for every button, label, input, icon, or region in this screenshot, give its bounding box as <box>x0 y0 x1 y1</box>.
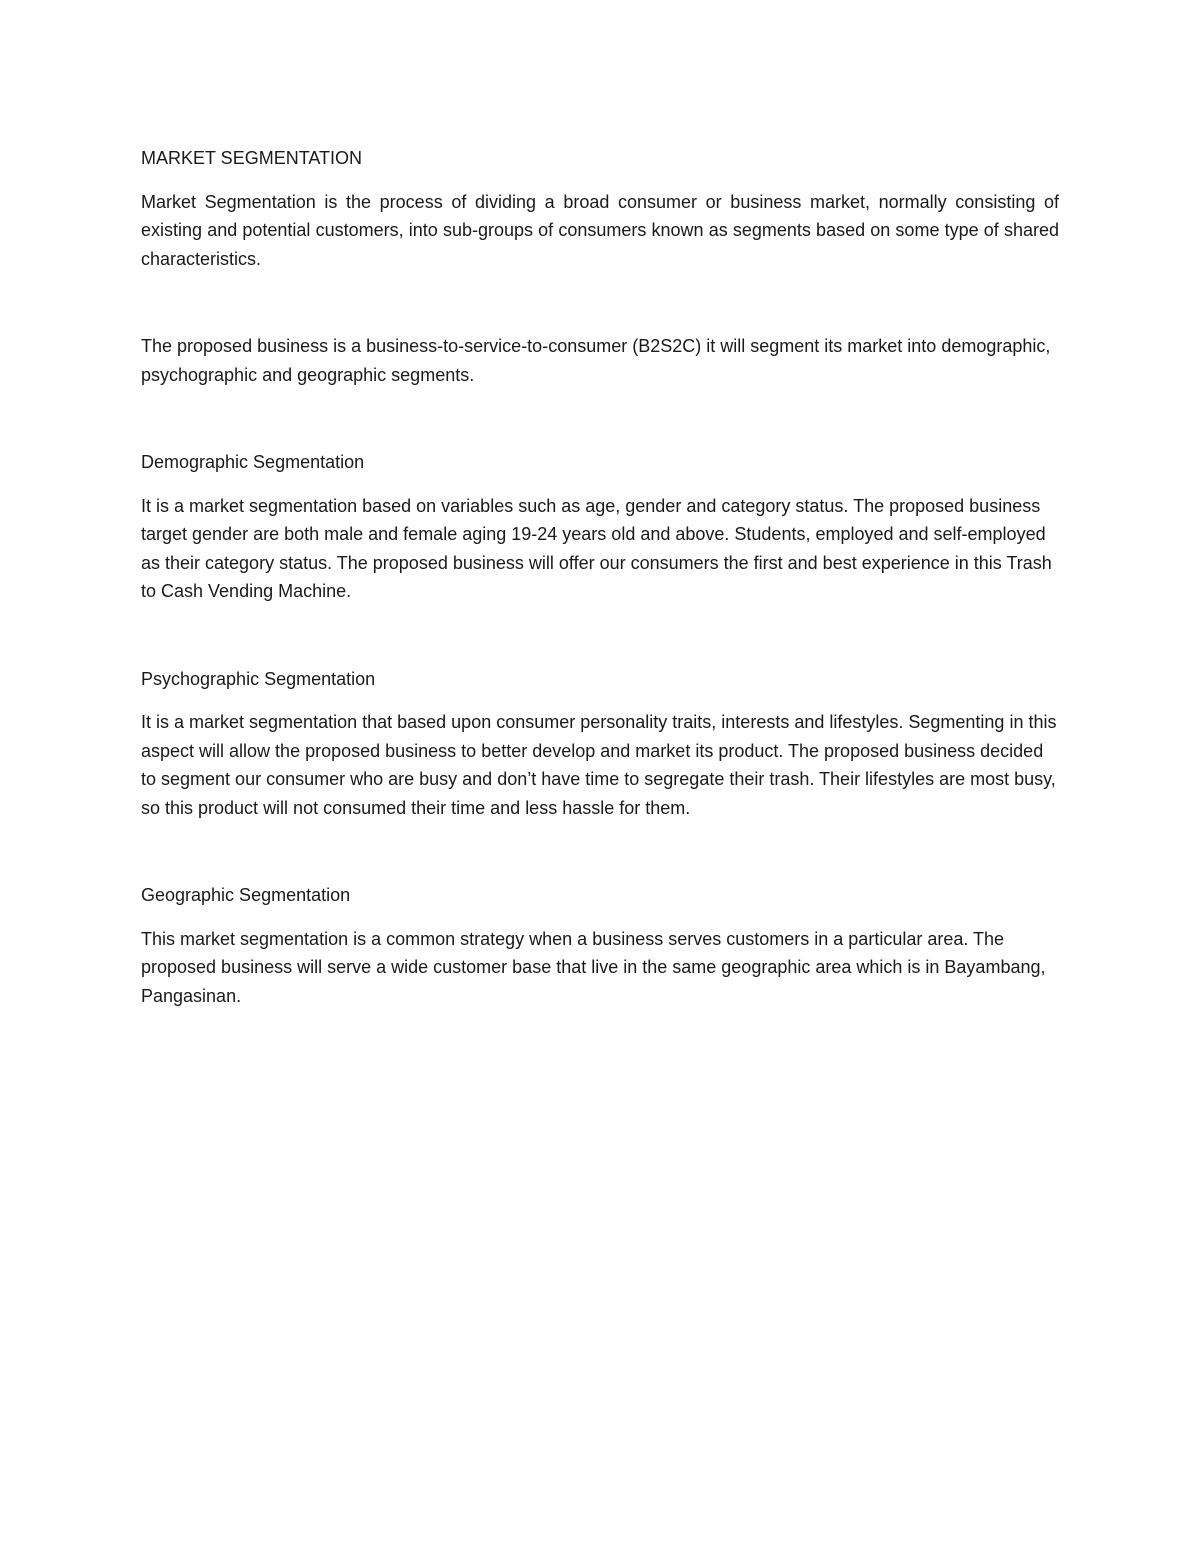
section-heading-geographic: Geographic Segmentation <box>141 885 351 905</box>
document-body <box>141 144 1059 1010</box>
section-body-geographic: This market segmentation is a common strategy when a business serves customers in a particular area. The proposed business will serve a wide customer base that live in the same geographic area which is in Bayambang, Pangasinan. <box>141 928 1046 1006</box>
spacer <box>141 606 1059 665</box>
section-heading-demographic: Demographic Segmentation <box>141 452 365 472</box>
intro-paragraph: Market Segmentation is the process of dividing a broad consumer or business market, normally consisting of existing and potential customers, into sub-groups of consumers known as segments based on some type of shared characteristics. <box>141 191 1059 269</box>
section-heading-psychographic: Psychographic Segmentation <box>141 668 376 689</box>
section-body-psychographic: It is a market segmentation that based upon consumer personality traits, interests and lifestyles. Segmenting in this aspect will allow the proposed business to better develop and market its product. The proposed business decided to segment our consumer who are busy and don’t have time to segregate their trash. Their lifestyles are most busy, so this product will not consumed their time and less hassle for them. <box>141 712 1057 818</box>
document-title: MARKET SEGMENTATION <box>141 148 363 168</box>
spacer <box>141 273 1059 332</box>
spacer <box>141 389 1059 448</box>
business-statement-paragraph: The proposed business is a business-to-service-to-consumer (B2S2C) it will segment its market into demographic, psychographic and geographic segments. <box>141 336 1051 385</box>
section-body-demographic: It is a market segmentation based on variables such as age, gender and category status. The proposed business target gender are both male and female aging 19-24 years old and above. Students, employed and self-employed as their category status. The proposed business will offer our consumers the first and best experience in this Trash to Cash Vending Machine. <box>141 495 1052 601</box>
spacer <box>141 822 1059 881</box>
